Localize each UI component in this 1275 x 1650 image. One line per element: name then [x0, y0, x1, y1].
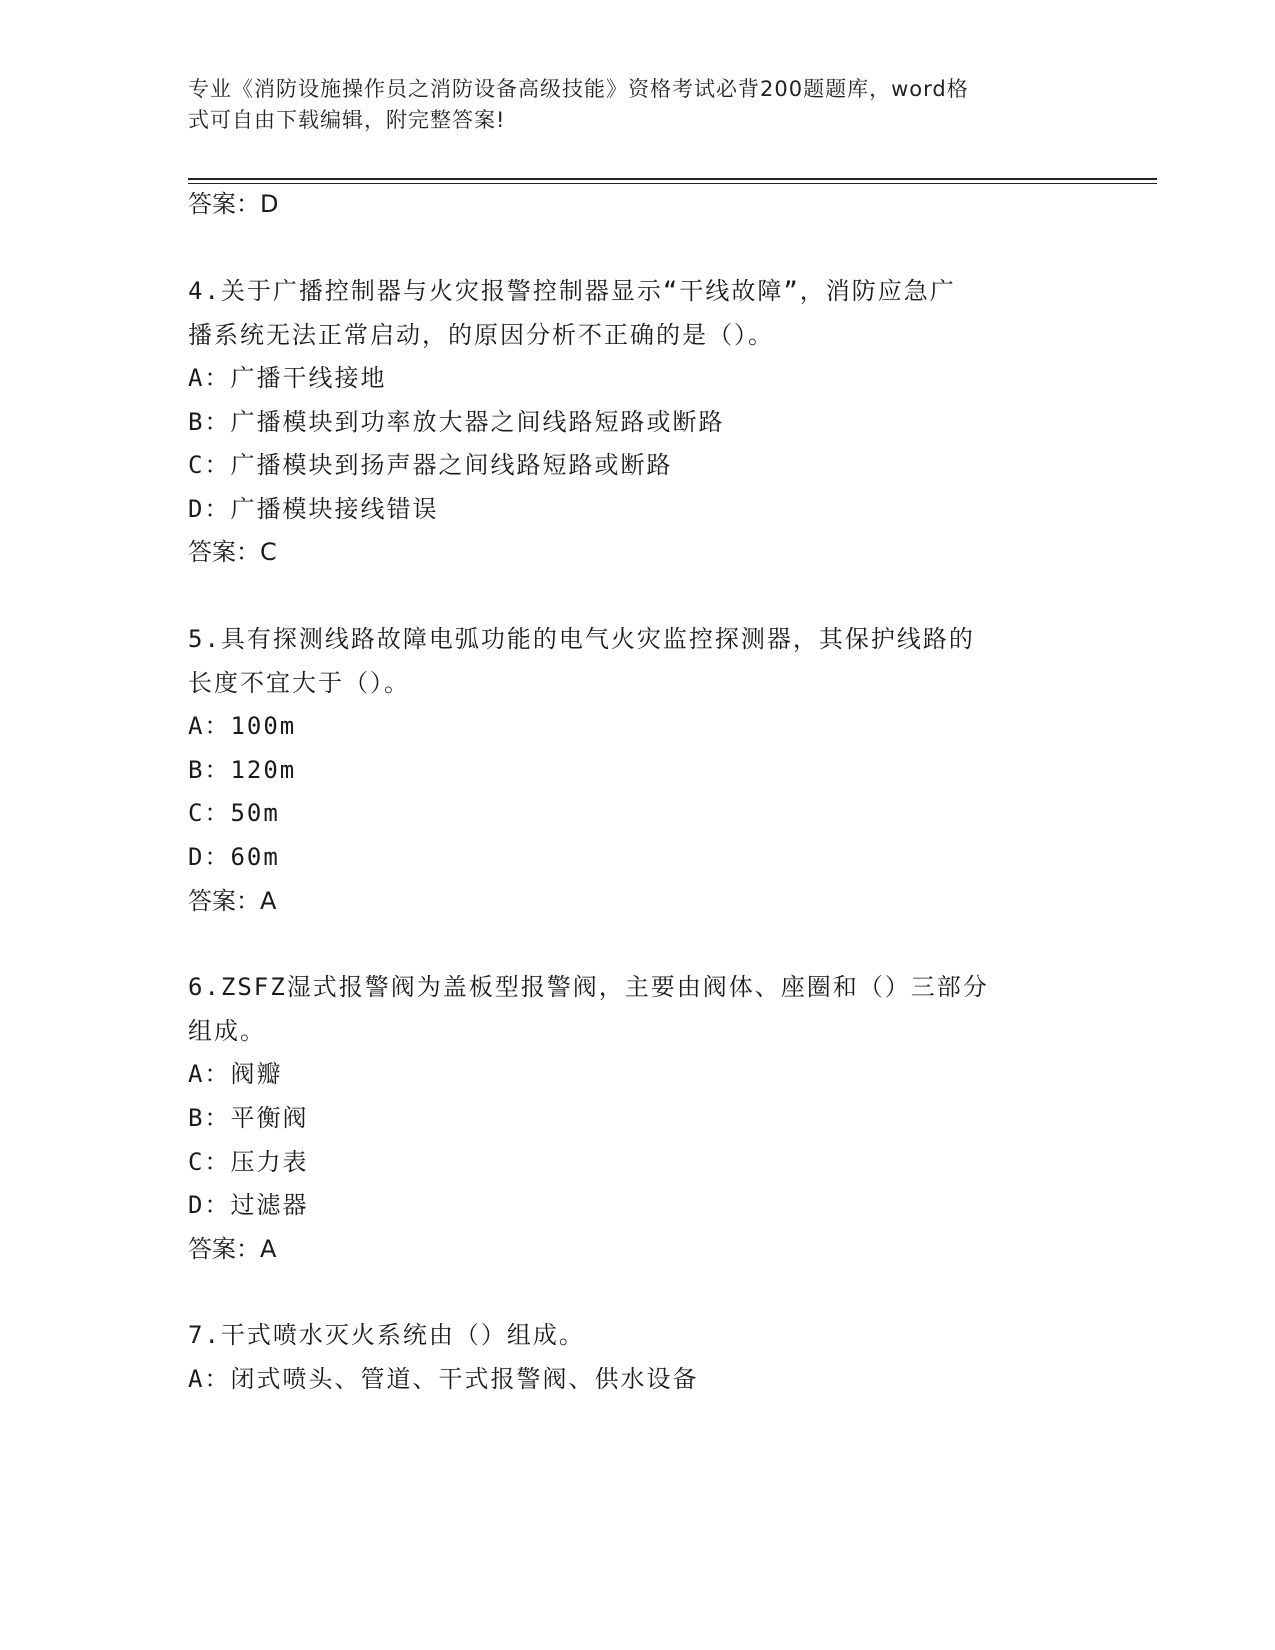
- question-6-stem-line-1: 6.ZSFZ湿式报警阀为盖板型报警阀，主要由阀体、座圈和（）三部分: [188, 973, 989, 1001]
- question-4-stem-line-2: 播系统无法正常启动，的原因分析不正确的是（）。: [188, 321, 774, 349]
- question-4-option-a: A：广播干线接地: [188, 364, 387, 392]
- question-5-stem-line-2: 长度不宜大于（）。: [188, 669, 410, 697]
- document-header: [188, 74, 1068, 136]
- header-divider-thin: [188, 183, 1157, 184]
- previous-answer: 答案：D: [188, 190, 279, 218]
- header-line-1: 专业《消防设施操作员之消防设备高级技能》资格考试必背200题题库，word格: [188, 77, 969, 101]
- question-6-option-a: A：阀瓣: [188, 1060, 283, 1088]
- question-5-stem-line-1: 5.具有探测线路故障电弧功能的电气火灾监控探测器，其保护线路的: [188, 625, 975, 653]
- question-4-option-c: C：广播模块到扬声器之间线路短路或断路: [188, 451, 673, 479]
- question-6-option-b: B：平衡阀: [188, 1104, 309, 1132]
- question-6-option-c: C：压力表: [188, 1148, 309, 1176]
- question-4-option-b: B：广播模块到功率放大器之间线路短路或断路: [188, 408, 725, 436]
- question-6-option-d: D：过滤器: [188, 1191, 309, 1219]
- question-7-option-a: A：闭式喷头、管道、干式报警阀、供水设备: [188, 1365, 699, 1393]
- question-6-answer: 答案：A: [188, 1235, 277, 1263]
- question-4-answer: 答案：C: [188, 538, 277, 566]
- header-divider-thick: [188, 178, 1157, 180]
- question-4-stem-line-1: 4.关于广播控制器与火灾报警控制器显示“干线故障”，消防应急广: [188, 277, 956, 305]
- question-5-option-d: D：60m: [188, 843, 280, 871]
- question-5-option-a: A：100m: [188, 712, 297, 740]
- question-4-option-d: D：广播模块接线错误: [188, 495, 439, 523]
- question-5-option-b: B：120m: [188, 756, 297, 784]
- question-7-stem-line-1: 7.干式喷水灭火系统由（）组成。: [188, 1321, 585, 1349]
- question-5-answer: 答案：A: [188, 887, 277, 915]
- question-5-option-c: C：50m: [188, 799, 280, 827]
- header-line-2: 式可自由下载编辑，附完整答案!: [188, 108, 506, 132]
- question-6-stem-line-2: 组成。: [188, 1017, 266, 1045]
